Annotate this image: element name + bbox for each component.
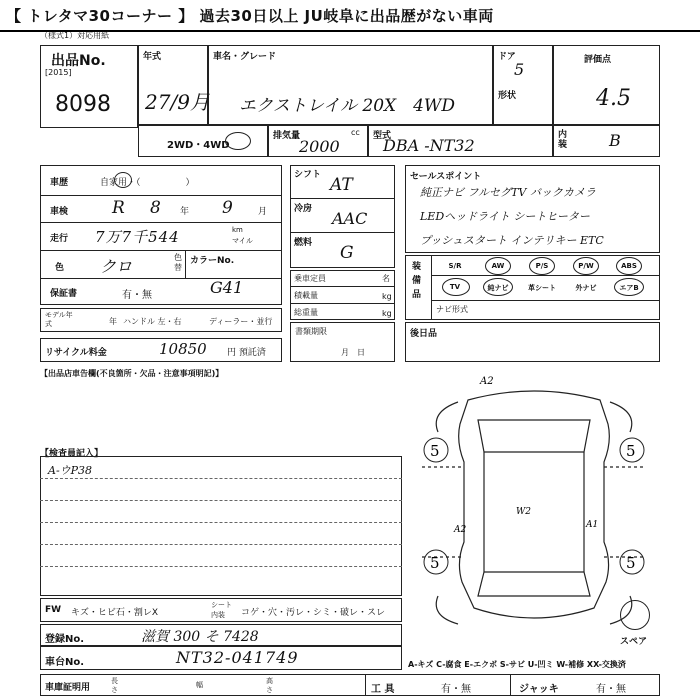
mark-a2-front: A2 xyxy=(480,376,494,387)
shape-label: 形状 xyxy=(498,91,517,101)
inspection-label: 車検 xyxy=(50,207,69,217)
sales-points-box xyxy=(405,165,660,253)
load-label: 積載量 xyxy=(294,291,318,300)
fw-row xyxy=(40,598,402,622)
carname-value: エクストレイル 20X 4WD xyxy=(239,96,456,116)
model-year-handle: ハンドル 左・右 xyxy=(123,317,182,326)
docs-unit: 月 日 xyxy=(341,348,365,357)
inspector-label: 【検査員記入】 xyxy=(40,449,104,459)
warranty-options: 有・無 xyxy=(122,290,152,301)
history-label: 車歴 xyxy=(50,178,69,188)
equip-pw: P/W xyxy=(578,262,594,270)
tire-value-fr: 5 xyxy=(626,442,636,460)
drive-box xyxy=(138,125,268,157)
seat-options: コゲ・穴・汚レ・シミ・破レ・スレ xyxy=(241,608,386,618)
height-label: 高さ xyxy=(266,677,273,694)
mileage-label: 走行 xyxy=(50,234,69,244)
cert-label: 車庫証明用 xyxy=(45,683,91,693)
inspection-year-unit: 年 xyxy=(180,207,190,217)
lot-number: 8098 xyxy=(55,92,111,117)
registration-label: 登録No. xyxy=(45,634,85,645)
fuel-value: G xyxy=(340,243,354,263)
score-value: 4.5 xyxy=(596,86,631,111)
chassis-row xyxy=(40,646,402,670)
inspection-era: R xyxy=(112,198,125,218)
capacity-label: 乗車定員 xyxy=(294,274,326,283)
damage-legend: A-キズ C-腐食 E-エクボ S-サビ U-凹ミ W-補修 XX-交換済 xyxy=(408,660,626,669)
seat-label: シート内装 xyxy=(211,601,232,619)
history-circle xyxy=(114,172,132,188)
fuel-label: 燃料 xyxy=(294,238,313,248)
lot-box xyxy=(40,45,138,128)
mark-a2-side: A2 xyxy=(454,525,467,535)
tools-options: 有・無 xyxy=(441,684,471,695)
recycle-value: 10850 xyxy=(159,340,207,358)
color-label: 色 xyxy=(55,263,65,273)
aircon-label: 冷房 xyxy=(294,204,313,214)
model-year-label: モデル年式 xyxy=(45,311,73,328)
doors-value: 5 xyxy=(514,60,525,79)
drive-label: 2WD・4WD xyxy=(167,140,230,151)
load-unit: kg xyxy=(382,292,392,301)
weight-unit: kg xyxy=(382,309,392,318)
model-box xyxy=(368,125,553,157)
tire-value-fl: 5 xyxy=(430,442,440,460)
inspection-month-unit: 月 xyxy=(258,207,268,217)
year-value: 27/9月 xyxy=(145,90,210,114)
displacement-label: 排気量 xyxy=(273,131,301,141)
fw-label: FW xyxy=(45,605,62,615)
color-value: クロ xyxy=(100,257,133,276)
width-label: 幅 xyxy=(196,681,203,689)
equip-navi: 純ナビ xyxy=(487,284,509,292)
car-diagram xyxy=(408,372,660,634)
mileage-value: 7万7千544 xyxy=(95,228,180,246)
banner-text: 【 トレタマ30コーナー 】 過去30日以上 JU岐阜に出品歴がない車両 xyxy=(6,7,494,25)
jack-options: 有・無 xyxy=(596,684,626,695)
model-year-unit: 年 xyxy=(109,317,117,326)
lot-year-tag: [2015] xyxy=(45,68,72,77)
aircon-value: AAC xyxy=(332,209,368,228)
seller-report-label: 【出品店車告欄(不良箇所・欠品・注意事項明記)】 xyxy=(40,369,224,378)
year-box xyxy=(138,45,208,125)
lot-label: 出品No. xyxy=(51,53,106,69)
model-year-dealer: ディーラー・並行 xyxy=(209,317,273,326)
color-no-label: カラーNo. xyxy=(190,256,235,266)
equip-abs: ABS xyxy=(621,262,637,270)
jack-label: ジャッキ xyxy=(519,684,559,695)
sales-points-line-1: 純正ナビ フルセグTV バックカメラ xyxy=(420,186,596,199)
capacity-unit: 名 xyxy=(382,274,390,283)
spare-tire-circle xyxy=(620,600,650,630)
equip-aw: AW xyxy=(491,262,505,270)
displacement-box xyxy=(268,125,368,157)
inspection-year: 8 xyxy=(150,198,161,218)
mileage-unit-km: km xyxy=(232,226,243,234)
color-no-value: G41 xyxy=(210,278,244,297)
footer-row xyxy=(40,674,660,696)
recycle-label: リサイクル料金 xyxy=(45,348,107,358)
model-label: 型式 xyxy=(373,131,392,141)
tools-label: 工 具 xyxy=(371,684,395,695)
score-label: 評価点 xyxy=(584,55,612,65)
chassis-value: NT32-041749 xyxy=(176,648,299,667)
drive-circle xyxy=(225,132,251,150)
equip-sr: S/R xyxy=(448,262,462,270)
model-year-box xyxy=(40,308,282,332)
inspector-box xyxy=(40,456,402,596)
inspector-note: A-ウP38 xyxy=(48,464,93,477)
score-box xyxy=(553,45,660,125)
registration-row xyxy=(40,624,402,646)
equip-tv: TV xyxy=(449,283,461,291)
carname-box xyxy=(208,45,493,125)
history-options: 自家用・（ ） xyxy=(100,178,195,188)
warranty-label: 保証書 xyxy=(50,289,78,299)
year-label: 年式 xyxy=(143,52,162,62)
equip-ext-navi: 外ナビ xyxy=(575,284,597,292)
docs-box xyxy=(290,322,395,362)
tire-value-rr: 5 xyxy=(626,554,636,572)
color-change-label: 色替 xyxy=(174,253,182,272)
corner-note: （様式1）対応用紙 xyxy=(40,31,110,40)
equip-airbag: エアB xyxy=(619,284,639,292)
displacement-value: 2000 xyxy=(299,137,340,156)
weight-label: 総重量 xyxy=(294,308,318,317)
interior-value: B xyxy=(609,131,621,150)
header-banner xyxy=(0,0,700,32)
mark-a1: A1 xyxy=(586,520,599,530)
registration-value: 滋賀 300 そ 7428 xyxy=(141,629,259,645)
equip-leather: 革シート xyxy=(528,284,556,292)
fw-options: キズ・ヒビ石・割レX xyxy=(71,608,158,618)
equipment-label: 装備品 xyxy=(412,262,422,300)
inspection-month: 9 xyxy=(222,198,233,218)
mileage-unit-mile: マイル xyxy=(232,237,253,245)
mark-w2: W2 xyxy=(516,507,531,517)
model-value: DBA -NT32 xyxy=(383,136,475,155)
doors-box xyxy=(493,45,553,125)
navi-type-label: ナビ形式 xyxy=(436,305,468,314)
length-label: 長さ xyxy=(111,677,118,694)
displacement-unit: cc xyxy=(351,128,360,137)
shift-label: シフト xyxy=(294,170,322,180)
doors-label: ドア xyxy=(498,52,516,62)
chassis-label: 車台No. xyxy=(45,657,85,668)
sales-points-label: セールスポイント xyxy=(410,172,482,182)
docs-label: 書類期限 xyxy=(295,327,327,336)
sales-points-line-3: プッシュスタート インテリキー ETC xyxy=(420,234,604,247)
recycle-unit: 円 預託済 xyxy=(227,348,266,358)
tire-value-rl: 5 xyxy=(430,554,440,572)
shift-value: AT xyxy=(330,175,353,195)
spare-label: スペア xyxy=(620,637,648,647)
after-notes-box xyxy=(405,322,660,362)
after-notes-label: 後日品 xyxy=(410,329,438,339)
sales-points-line-2: LEDヘッドライト シートヒーター xyxy=(420,210,590,223)
interior-box xyxy=(553,125,660,157)
equip-ps: P/S xyxy=(535,262,549,270)
recycle-box xyxy=(40,338,282,362)
interior-label: 内装 xyxy=(558,130,568,150)
carname-label: 車名・グレード xyxy=(213,52,277,62)
